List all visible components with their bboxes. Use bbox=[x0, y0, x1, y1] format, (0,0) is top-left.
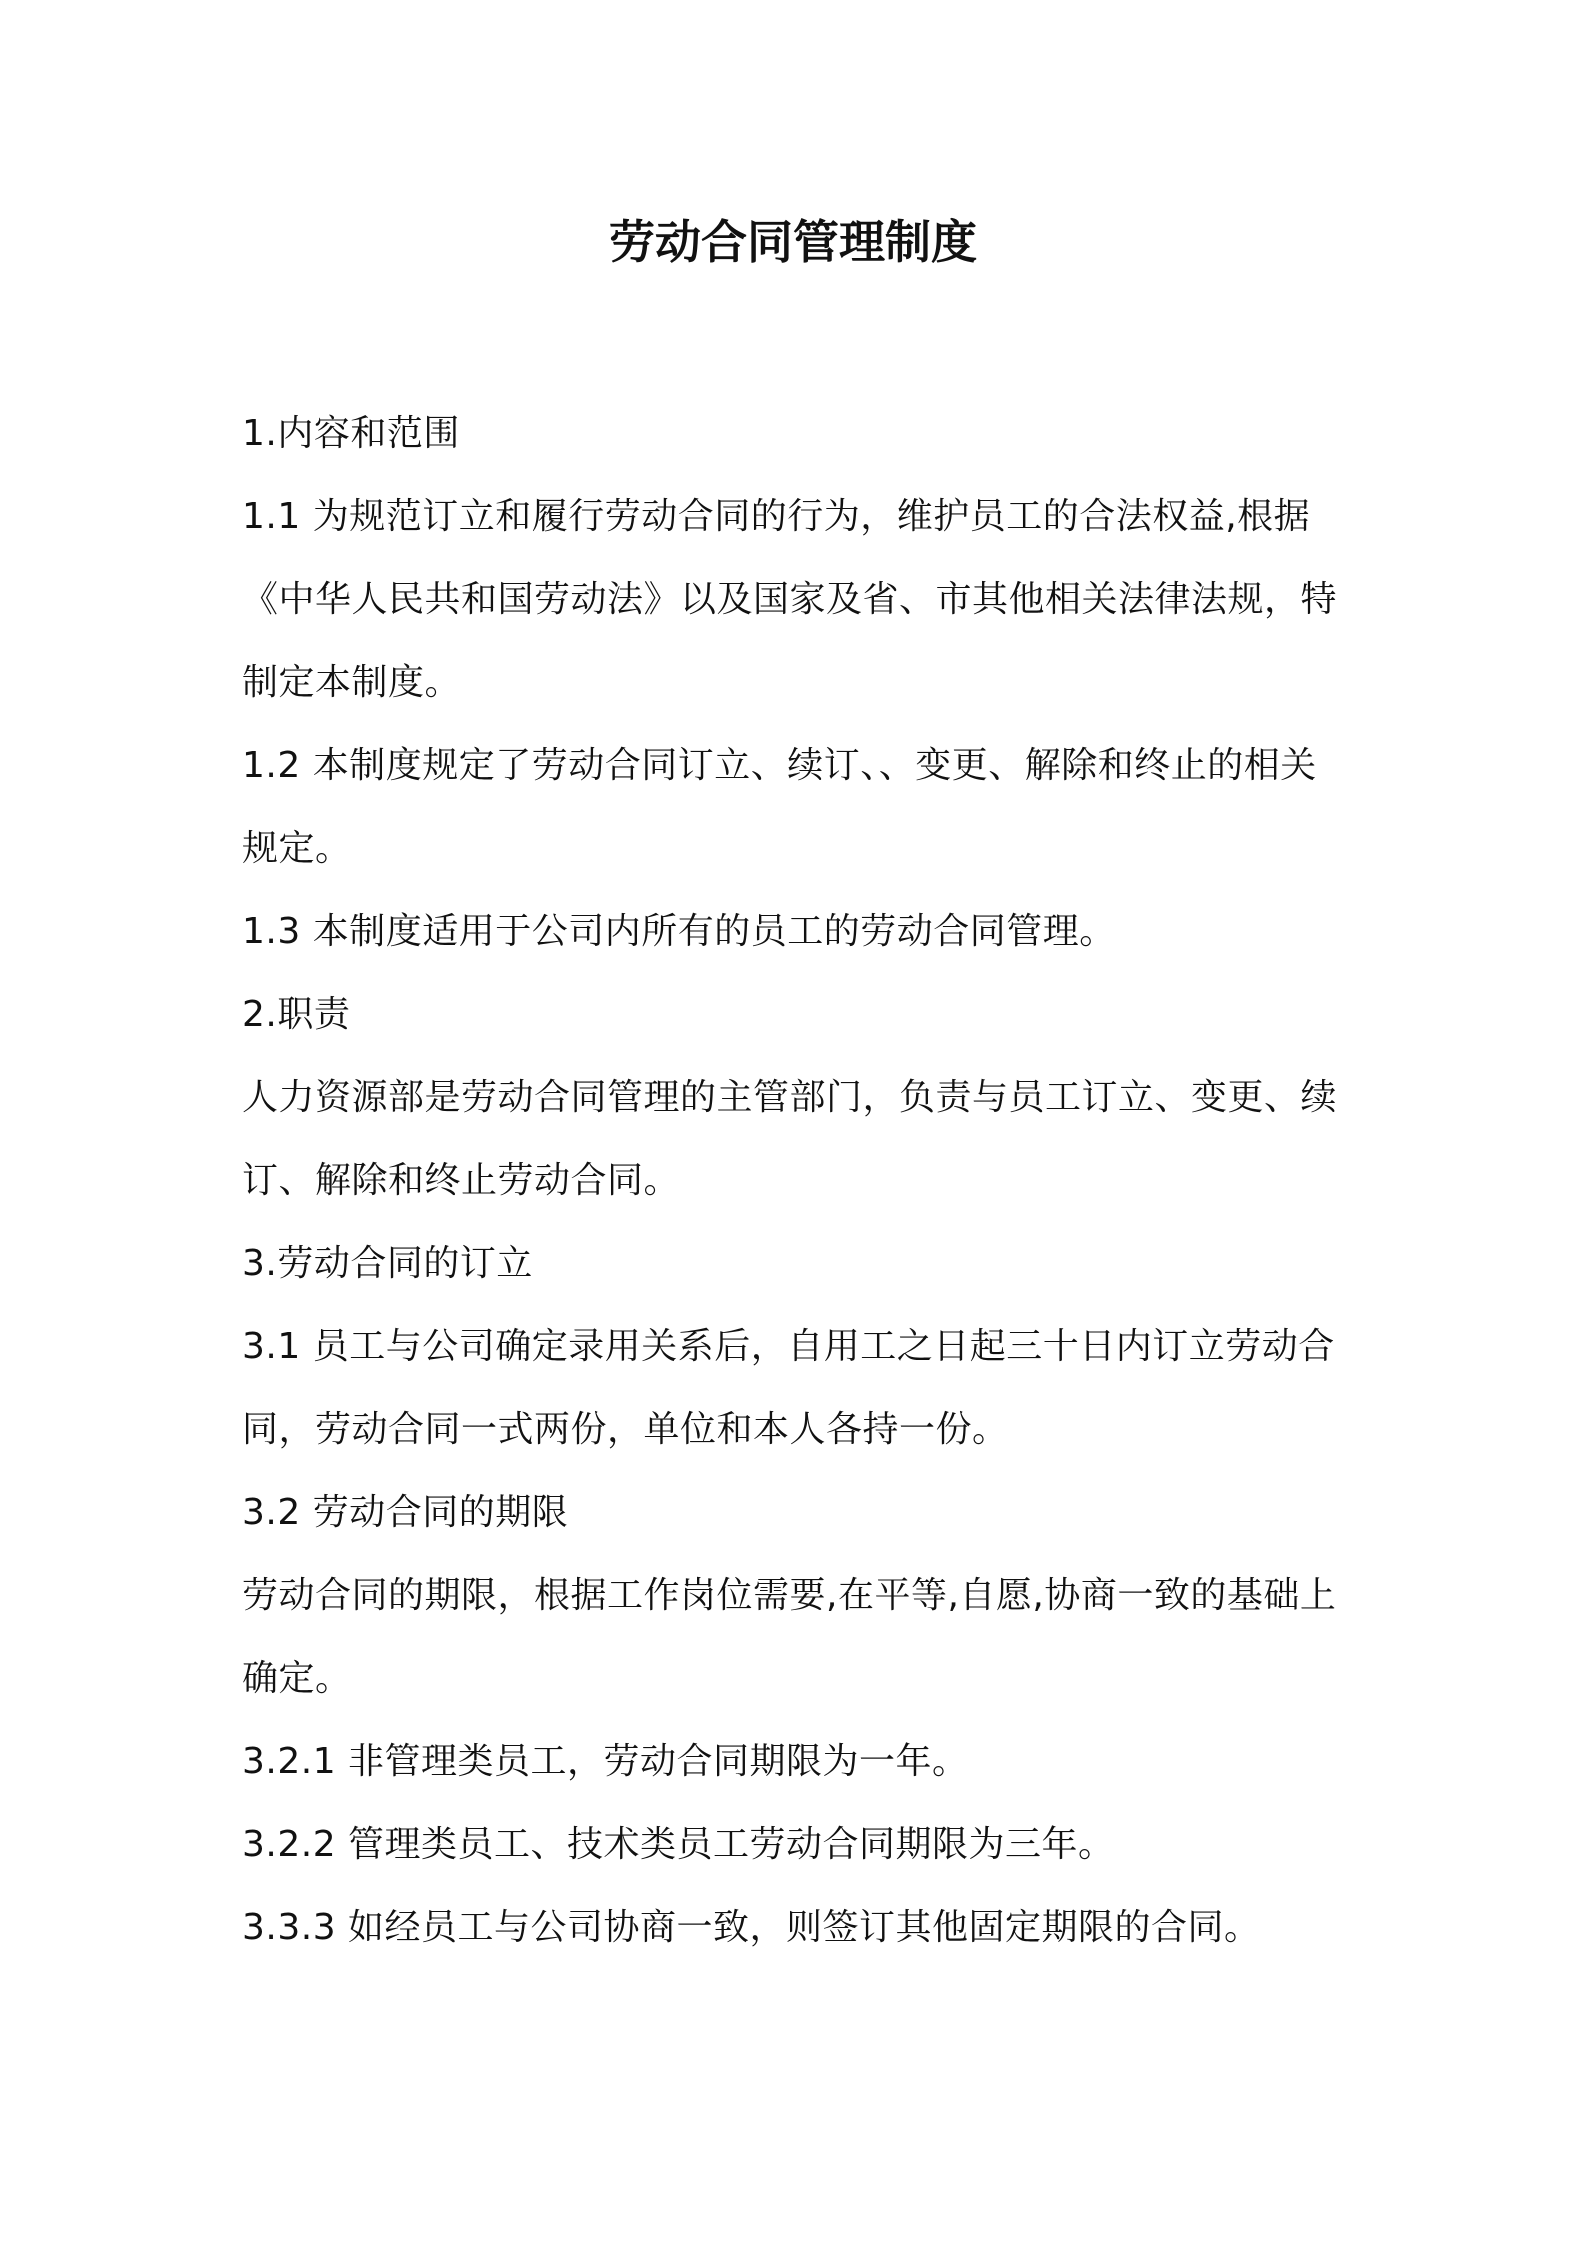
subsection-heading: 3.2 劳动合同的期限 bbox=[242, 1492, 569, 1533]
paragraph-line: 人力资源部是劳动合同管理的主管部门，负责与员工订立、变更、续 bbox=[242, 1077, 1338, 1118]
paragraph-line: 规定。 bbox=[242, 828, 352, 869]
paragraph-line: 制定本制度。 bbox=[242, 662, 462, 703]
paragraph-line: 确定。 bbox=[242, 1658, 352, 1699]
paragraph-line: 3.2.2 管理类员工、技术类员工劳动合同期限为三年。 bbox=[242, 1824, 1115, 1865]
paragraph-line: 3.2.1 非管理类员工，劳动合同期限为一年。 bbox=[242, 1741, 969, 1782]
document-title: 劳动合同管理制度 bbox=[609, 215, 977, 269]
paragraph-line: 《中华人民共和国劳动法》以及国家及省、市其他相关法律法规，特 bbox=[242, 579, 1338, 620]
paragraph-line: 订、解除和终止劳动合同。 bbox=[242, 1160, 681, 1201]
paragraph-line: 3.3.3 如经员工与公司协商一致，则签订其他固定期限的合同。 bbox=[242, 1907, 1261, 1948]
paragraph-line: 3.1 员工与公司确定录用关系后，自用工之日起三十日内订立劳动合 bbox=[242, 1326, 1335, 1367]
section-heading: 2.职责 bbox=[242, 994, 351, 1035]
paragraph-line: 1.2 本制度规定了劳动合同订立、续订、、变更、解除和终止的相关 bbox=[242, 745, 1317, 786]
section-heading: 1.内容和范围 bbox=[242, 413, 460, 454]
paragraph-line: 1.1 为规范订立和履行劳动合同的行为，维护员工的合法权益,根据 bbox=[242, 496, 1311, 537]
section-heading: 3.劳动合同的订立 bbox=[242, 1243, 533, 1284]
paragraph-line: 同，劳动合同一式两份，单位和本人各持一份。 bbox=[242, 1409, 1009, 1450]
paragraph-line: 劳动合同的期限，根据工作岗位需要,在平等,自愿,协商一致的基础上 bbox=[242, 1575, 1337, 1616]
paragraph-line: 1.3 本制度适用于公司内所有的员工的劳动合同管理。 bbox=[242, 911, 1116, 952]
